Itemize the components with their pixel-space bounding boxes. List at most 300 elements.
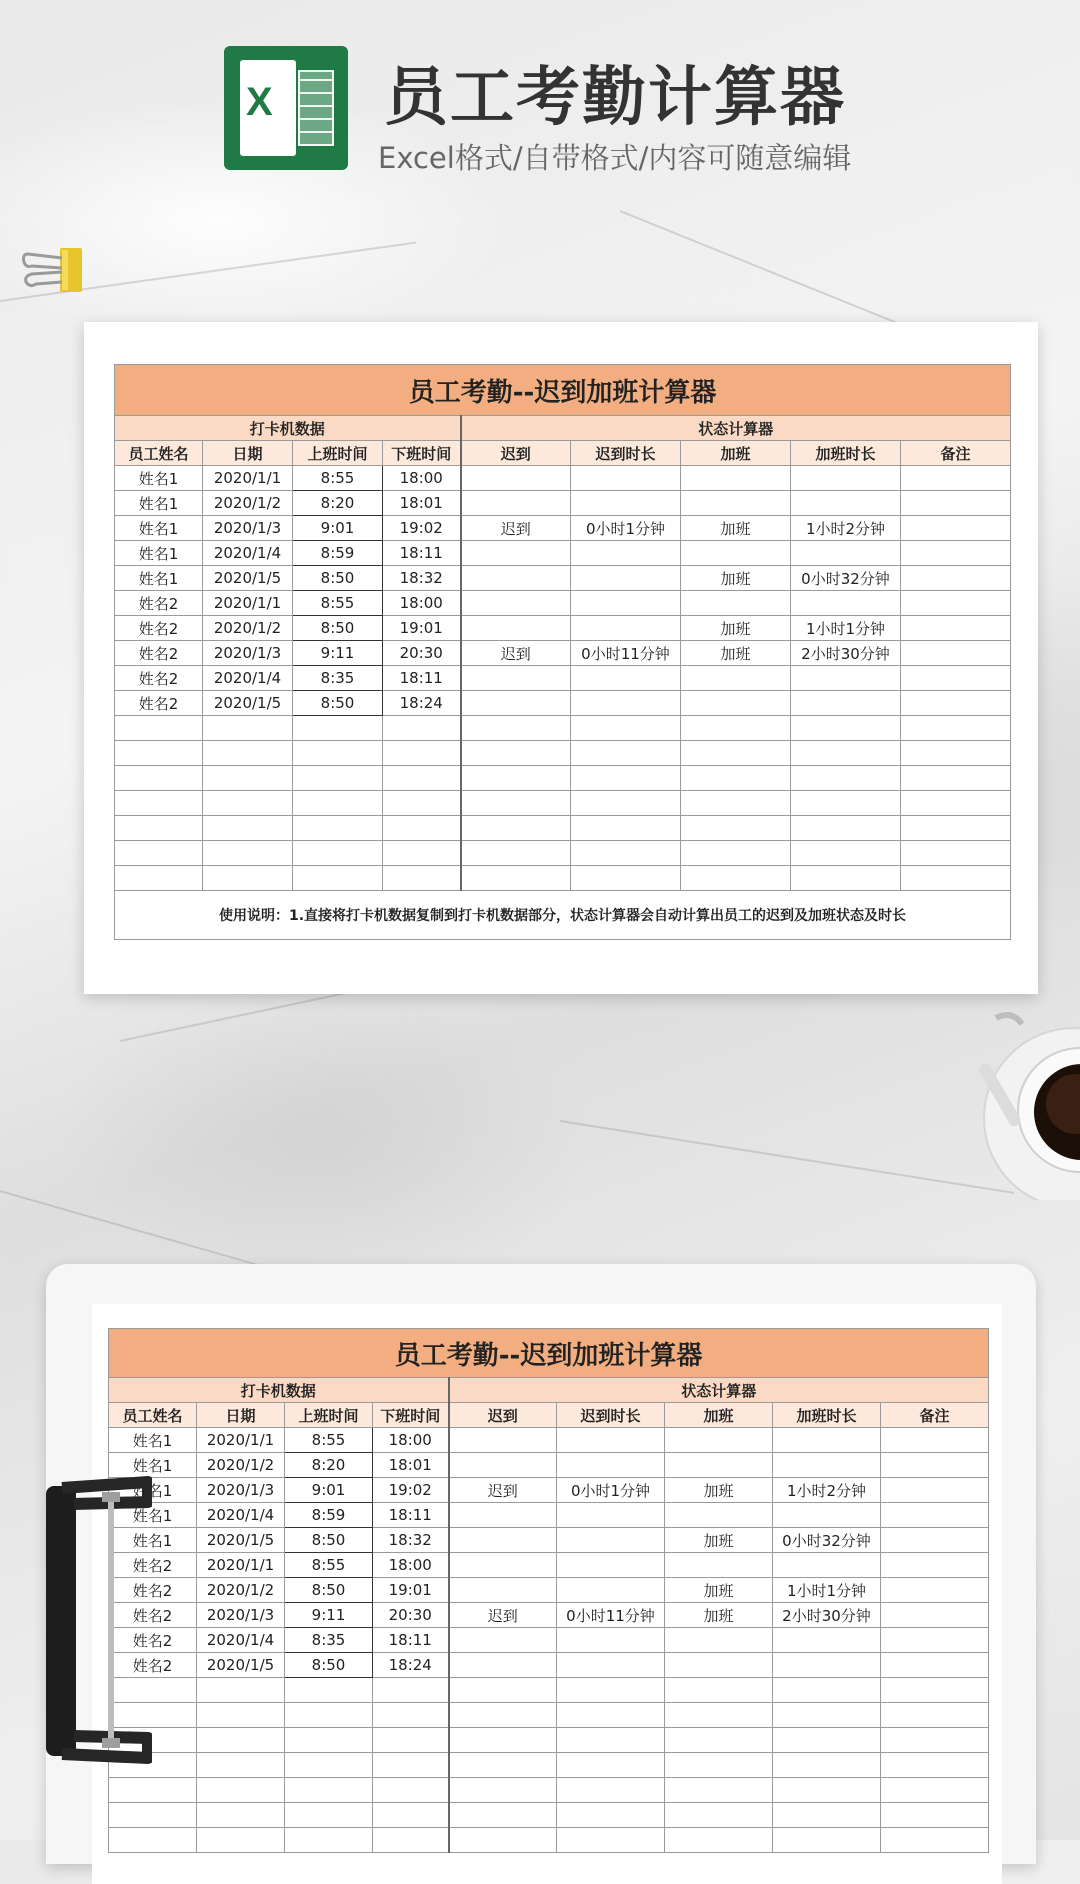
table-cell[interactable] bbox=[571, 466, 681, 491]
table-cell[interactable]: 8:55 bbox=[285, 1553, 373, 1578]
table-cell[interactable] bbox=[791, 491, 901, 516]
table-cell[interactable] bbox=[461, 841, 571, 866]
table-cell[interactable]: 迟到 bbox=[461, 516, 571, 541]
table-cell[interactable]: 2小时30分钟 bbox=[773, 1603, 881, 1628]
table-cell[interactable] bbox=[791, 816, 901, 841]
table-cell[interactable] bbox=[881, 1628, 989, 1653]
table-cell[interactable] bbox=[449, 1753, 557, 1778]
table-cell[interactable]: 18:24 bbox=[373, 1653, 449, 1678]
table-cell[interactable]: 2020/1/4 bbox=[197, 1628, 285, 1653]
table-cell[interactable] bbox=[571, 791, 681, 816]
table-cell[interactable]: 18:00 bbox=[383, 466, 461, 491]
table-cell[interactable] bbox=[571, 741, 681, 766]
table-cell[interactable] bbox=[665, 1553, 773, 1578]
table-cell[interactable] bbox=[203, 791, 293, 816]
table-cell[interactable] bbox=[773, 1628, 881, 1653]
table-cell[interactable] bbox=[665, 1428, 773, 1453]
table-cell[interactable]: 18:11 bbox=[373, 1503, 449, 1528]
table-cell[interactable] bbox=[461, 566, 571, 591]
table-cell[interactable] bbox=[773, 1703, 881, 1728]
table-cell[interactable] bbox=[773, 1453, 881, 1478]
table-cell[interactable] bbox=[461, 541, 571, 566]
table-cell[interactable]: 加班 bbox=[665, 1528, 773, 1553]
table-cell[interactable] bbox=[901, 616, 1011, 641]
table-cell[interactable] bbox=[665, 1653, 773, 1678]
table-cell[interactable] bbox=[571, 766, 681, 791]
table-cell[interactable]: 2020/1/5 bbox=[203, 691, 293, 716]
table-cell[interactable] bbox=[665, 1828, 773, 1853]
table-cell[interactable]: 0小时32分钟 bbox=[773, 1528, 881, 1553]
table-cell[interactable]: 19:02 bbox=[373, 1478, 449, 1503]
table-cell[interactable] bbox=[773, 1653, 881, 1678]
table-cell[interactable] bbox=[383, 716, 461, 741]
table-cell[interactable]: 2020/1/1 bbox=[203, 591, 293, 616]
table-cell[interactable] bbox=[461, 491, 571, 516]
table-cell[interactable] bbox=[881, 1703, 989, 1728]
table-cell[interactable]: 8:50 bbox=[293, 616, 383, 641]
table-cell[interactable]: 8:55 bbox=[285, 1428, 373, 1453]
table-cell[interactable] bbox=[373, 1703, 449, 1728]
table-cell[interactable] bbox=[773, 1503, 881, 1528]
table-cell[interactable] bbox=[571, 716, 681, 741]
table-cell[interactable] bbox=[461, 691, 571, 716]
table-cell[interactable] bbox=[791, 741, 901, 766]
table-cell[interactable] bbox=[791, 666, 901, 691]
table-cell[interactable] bbox=[881, 1678, 989, 1703]
table-cell[interactable] bbox=[791, 691, 901, 716]
table-cell[interactable] bbox=[901, 466, 1011, 491]
table-cell[interactable] bbox=[901, 516, 1011, 541]
table-cell[interactable] bbox=[115, 791, 203, 816]
table-cell[interactable]: 加班 bbox=[681, 641, 791, 666]
table-cell[interactable] bbox=[557, 1678, 665, 1703]
table-cell[interactable] bbox=[203, 841, 293, 866]
table-cell[interactable] bbox=[571, 691, 681, 716]
table-cell[interactable] bbox=[665, 1753, 773, 1778]
table-cell[interactable]: 19:02 bbox=[383, 516, 461, 541]
table-cell[interactable]: 1小时1分钟 bbox=[791, 616, 901, 641]
table-cell[interactable]: 2020/1/1 bbox=[203, 466, 293, 491]
table-cell[interactable]: 加班 bbox=[681, 616, 791, 641]
table-cell[interactable] bbox=[791, 766, 901, 791]
table-cell[interactable] bbox=[571, 541, 681, 566]
table-cell[interactable] bbox=[681, 666, 791, 691]
table-cell[interactable] bbox=[373, 1728, 449, 1753]
table-cell[interactable] bbox=[901, 641, 1011, 666]
table-cell[interactable] bbox=[791, 466, 901, 491]
table-cell[interactable] bbox=[383, 841, 461, 866]
table-cell[interactable]: 8:20 bbox=[285, 1453, 373, 1478]
table-cell[interactable] bbox=[373, 1678, 449, 1703]
table-cell[interactable] bbox=[681, 866, 791, 891]
table-cell[interactable] bbox=[881, 1503, 989, 1528]
table-cell[interactable]: 9:01 bbox=[293, 516, 383, 541]
table-cell[interactable] bbox=[571, 616, 681, 641]
table-cell[interactable]: 18:11 bbox=[373, 1628, 449, 1653]
table-cell[interactable]: 18:11 bbox=[383, 541, 461, 566]
table-cell[interactable]: 姓名1 bbox=[115, 566, 203, 591]
table-cell[interactable] bbox=[449, 1828, 557, 1853]
table-cell[interactable]: 2020/1/4 bbox=[203, 666, 293, 691]
table-cell[interactable] bbox=[557, 1653, 665, 1678]
table-cell[interactable]: 2020/1/3 bbox=[197, 1478, 285, 1503]
table-cell[interactable] bbox=[449, 1453, 557, 1478]
table-cell[interactable] bbox=[293, 866, 383, 891]
table-cell[interactable]: 迟到 bbox=[461, 641, 571, 666]
table-cell[interactable] bbox=[571, 566, 681, 591]
table-cell[interactable]: 2020/1/5 bbox=[197, 1528, 285, 1553]
table-cell[interactable] bbox=[203, 766, 293, 791]
table-cell[interactable] bbox=[449, 1728, 557, 1753]
table-cell[interactable] bbox=[901, 691, 1011, 716]
table-cell[interactable]: 加班 bbox=[665, 1578, 773, 1603]
table-cell[interactable] bbox=[203, 866, 293, 891]
table-cell[interactable] bbox=[285, 1678, 373, 1703]
table-cell[interactable] bbox=[665, 1803, 773, 1828]
table-cell[interactable] bbox=[383, 816, 461, 841]
table-cell[interactable] bbox=[571, 491, 681, 516]
table-cell[interactable]: 0小时11分钟 bbox=[571, 641, 681, 666]
table-cell[interactable] bbox=[461, 791, 571, 816]
table-cell[interactable]: 1小时1分钟 bbox=[773, 1578, 881, 1603]
table-cell[interactable] bbox=[791, 541, 901, 566]
table-cell[interactable] bbox=[901, 541, 1011, 566]
table-cell[interactable]: 姓名1 bbox=[115, 491, 203, 516]
table-cell[interactable] bbox=[681, 491, 791, 516]
table-cell[interactable] bbox=[293, 791, 383, 816]
table-cell[interactable] bbox=[373, 1803, 449, 1828]
table-cell[interactable] bbox=[285, 1703, 373, 1728]
table-cell[interactable] bbox=[881, 1803, 989, 1828]
table-cell[interactable] bbox=[773, 1678, 881, 1703]
table-cell[interactable]: 19:01 bbox=[373, 1578, 449, 1603]
table-cell[interactable] bbox=[449, 1578, 557, 1603]
table-cell[interactable] bbox=[665, 1728, 773, 1753]
table-cell[interactable] bbox=[901, 716, 1011, 741]
table-cell[interactable] bbox=[557, 1728, 665, 1753]
table-cell[interactable] bbox=[773, 1803, 881, 1828]
table-cell[interactable]: 8:55 bbox=[293, 466, 383, 491]
table-cell[interactable]: 加班 bbox=[665, 1478, 773, 1503]
table-cell[interactable] bbox=[115, 766, 203, 791]
table-cell[interactable]: 姓名2 bbox=[109, 1603, 197, 1628]
table-cell[interactable] bbox=[681, 541, 791, 566]
table-cell[interactable] bbox=[665, 1678, 773, 1703]
table-cell[interactable] bbox=[557, 1528, 665, 1553]
table-cell[interactable] bbox=[557, 1753, 665, 1778]
table-cell[interactable] bbox=[557, 1453, 665, 1478]
table-cell[interactable] bbox=[881, 1603, 989, 1628]
table-cell[interactable] bbox=[383, 791, 461, 816]
table-cell[interactable] bbox=[461, 866, 571, 891]
table-cell[interactable] bbox=[293, 816, 383, 841]
table-cell[interactable] bbox=[197, 1778, 285, 1803]
table-cell[interactable] bbox=[791, 841, 901, 866]
table-cell[interactable]: 姓名1 bbox=[109, 1453, 197, 1478]
table-cell[interactable]: 2020/1/2 bbox=[203, 616, 293, 641]
table-cell[interactable] bbox=[773, 1753, 881, 1778]
table-cell[interactable] bbox=[197, 1703, 285, 1728]
table-cell[interactable] bbox=[197, 1828, 285, 1853]
table-cell[interactable] bbox=[881, 1753, 989, 1778]
table-cell[interactable] bbox=[449, 1653, 557, 1678]
table-cell[interactable]: 8:35 bbox=[293, 666, 383, 691]
table-cell[interactable] bbox=[293, 741, 383, 766]
table-cell[interactable]: 姓名1 bbox=[109, 1503, 197, 1528]
table-cell[interactable] bbox=[461, 666, 571, 691]
table-cell[interactable] bbox=[571, 866, 681, 891]
table-cell[interactable]: 姓名2 bbox=[115, 591, 203, 616]
table-cell[interactable]: 加班 bbox=[681, 566, 791, 591]
table-cell[interactable]: 20:30 bbox=[373, 1603, 449, 1628]
table-cell[interactable]: 18:00 bbox=[373, 1553, 449, 1578]
table-cell[interactable] bbox=[681, 691, 791, 716]
table-cell[interactable]: 9:11 bbox=[293, 641, 383, 666]
table-cell[interactable]: 0小时1分钟 bbox=[557, 1478, 665, 1503]
table-cell[interactable]: 姓名1 bbox=[109, 1528, 197, 1553]
table-cell[interactable] bbox=[681, 791, 791, 816]
table-cell[interactable]: 18:00 bbox=[373, 1428, 449, 1453]
table-cell[interactable] bbox=[109, 1828, 197, 1853]
table-cell[interactable] bbox=[571, 591, 681, 616]
table-cell[interactable] bbox=[285, 1778, 373, 1803]
table-cell[interactable] bbox=[571, 816, 681, 841]
table-cell[interactable] bbox=[461, 816, 571, 841]
table-cell[interactable] bbox=[881, 1478, 989, 1503]
table-cell[interactable] bbox=[557, 1503, 665, 1528]
table-cell[interactable] bbox=[383, 766, 461, 791]
table-cell[interactable]: 2020/1/3 bbox=[197, 1603, 285, 1628]
table-cell[interactable] bbox=[901, 741, 1011, 766]
table-cell[interactable] bbox=[901, 841, 1011, 866]
table-cell[interactable]: 2020/1/2 bbox=[197, 1578, 285, 1603]
table-cell[interactable] bbox=[773, 1778, 881, 1803]
table-cell[interactable] bbox=[901, 816, 1011, 841]
table-cell[interactable] bbox=[901, 591, 1011, 616]
table-cell[interactable]: 8:59 bbox=[293, 541, 383, 566]
table-cell[interactable] bbox=[373, 1828, 449, 1853]
table-cell[interactable]: 姓名2 bbox=[115, 616, 203, 641]
table-cell[interactable] bbox=[571, 666, 681, 691]
table-cell[interactable] bbox=[373, 1778, 449, 1803]
table-cell[interactable]: 1小时2分钟 bbox=[773, 1478, 881, 1503]
table-cell[interactable]: 8:50 bbox=[293, 691, 383, 716]
table-cell[interactable] bbox=[557, 1803, 665, 1828]
table-cell[interactable]: 2020/1/3 bbox=[203, 516, 293, 541]
table-cell[interactable]: 加班 bbox=[665, 1603, 773, 1628]
table-cell[interactable]: 8:59 bbox=[285, 1503, 373, 1528]
table-cell[interactable] bbox=[109, 1803, 197, 1828]
table-cell[interactable]: 姓名2 bbox=[115, 666, 203, 691]
table-cell[interactable] bbox=[449, 1428, 557, 1453]
table-cell[interactable] bbox=[461, 616, 571, 641]
table-cell[interactable] bbox=[901, 866, 1011, 891]
table-cell[interactable] bbox=[461, 466, 571, 491]
table-cell[interactable] bbox=[681, 766, 791, 791]
table-cell[interactable]: 0小时1分钟 bbox=[571, 516, 681, 541]
table-cell[interactable] bbox=[881, 1728, 989, 1753]
table-cell[interactable] bbox=[881, 1828, 989, 1853]
table-cell[interactable] bbox=[449, 1528, 557, 1553]
table-cell[interactable] bbox=[461, 766, 571, 791]
table-cell[interactable] bbox=[681, 816, 791, 841]
table-cell[interactable]: 姓名1 bbox=[115, 516, 203, 541]
table-cell[interactable] bbox=[293, 716, 383, 741]
table-cell[interactable] bbox=[791, 791, 901, 816]
table-cell[interactable] bbox=[681, 741, 791, 766]
table-cell[interactable] bbox=[901, 666, 1011, 691]
table-cell[interactable] bbox=[881, 1428, 989, 1453]
table-cell[interactable] bbox=[449, 1803, 557, 1828]
table-cell[interactable] bbox=[293, 766, 383, 791]
table-cell[interactable] bbox=[665, 1778, 773, 1803]
table-cell[interactable]: 迟到 bbox=[449, 1478, 557, 1503]
table-cell[interactable] bbox=[881, 1453, 989, 1478]
table-cell[interactable] bbox=[383, 741, 461, 766]
table-cell[interactable]: 姓名1 bbox=[115, 541, 203, 566]
table-cell[interactable]: 姓名2 bbox=[109, 1553, 197, 1578]
table-cell[interactable] bbox=[557, 1578, 665, 1603]
table-cell[interactable] bbox=[665, 1453, 773, 1478]
table-cell[interactable]: 姓名2 bbox=[109, 1653, 197, 1678]
table-cell[interactable] bbox=[773, 1828, 881, 1853]
table-cell[interactable]: 18:24 bbox=[383, 691, 461, 716]
table-cell[interactable] bbox=[557, 1628, 665, 1653]
table-cell[interactable] bbox=[881, 1528, 989, 1553]
table-cell[interactable]: 18:11 bbox=[383, 666, 461, 691]
table-cell[interactable] bbox=[461, 741, 571, 766]
table-cell[interactable] bbox=[109, 1778, 197, 1803]
table-cell[interactable] bbox=[197, 1753, 285, 1778]
table-cell[interactable]: 19:01 bbox=[383, 616, 461, 641]
table-cell[interactable] bbox=[115, 841, 203, 866]
table-cell[interactable]: 18:32 bbox=[373, 1528, 449, 1553]
table-cell[interactable]: 2020/1/2 bbox=[197, 1453, 285, 1478]
table-cell[interactable] bbox=[197, 1728, 285, 1753]
table-cell[interactable] bbox=[681, 591, 791, 616]
table-cell[interactable] bbox=[557, 1553, 665, 1578]
table-cell[interactable] bbox=[901, 566, 1011, 591]
table-cell[interactable] bbox=[881, 1578, 989, 1603]
table-cell[interactable]: 姓名2 bbox=[115, 641, 203, 666]
table-cell[interactable] bbox=[881, 1553, 989, 1578]
table-cell[interactable] bbox=[901, 766, 1011, 791]
table-cell[interactable]: 8:50 bbox=[285, 1653, 373, 1678]
table-cell[interactable] bbox=[881, 1778, 989, 1803]
table-cell[interactable]: 2020/1/1 bbox=[197, 1553, 285, 1578]
table-cell[interactable] bbox=[449, 1503, 557, 1528]
table-cell[interactable] bbox=[681, 716, 791, 741]
table-cell[interactable] bbox=[449, 1778, 557, 1803]
table-cell[interactable]: 18:00 bbox=[383, 591, 461, 616]
table-cell[interactable] bbox=[373, 1753, 449, 1778]
table-cell[interactable] bbox=[557, 1703, 665, 1728]
table-cell[interactable]: 9:11 bbox=[285, 1603, 373, 1628]
table-cell[interactable]: 8:50 bbox=[293, 566, 383, 591]
table-cell[interactable] bbox=[449, 1678, 557, 1703]
table-cell[interactable]: 2020/1/3 bbox=[203, 641, 293, 666]
table-cell[interactable]: 0小时32分钟 bbox=[791, 566, 901, 591]
table-cell[interactable] bbox=[383, 866, 461, 891]
table-cell[interactable] bbox=[881, 1653, 989, 1678]
table-cell[interactable] bbox=[557, 1428, 665, 1453]
table-cell[interactable]: 姓名2 bbox=[109, 1578, 197, 1603]
table-cell[interactable] bbox=[773, 1728, 881, 1753]
table-cell[interactable] bbox=[115, 716, 203, 741]
table-cell[interactable]: 加班 bbox=[681, 516, 791, 541]
table-cell[interactable]: 2020/1/2 bbox=[203, 491, 293, 516]
table-cell[interactable]: 姓名2 bbox=[115, 691, 203, 716]
table-cell[interactable] bbox=[293, 841, 383, 866]
table-cell[interactable] bbox=[773, 1428, 881, 1453]
table-cell[interactable] bbox=[773, 1553, 881, 1578]
table-cell[interactable] bbox=[681, 466, 791, 491]
table-cell[interactable] bbox=[285, 1753, 373, 1778]
table-cell[interactable] bbox=[557, 1828, 665, 1853]
table-cell[interactable] bbox=[791, 866, 901, 891]
table-cell[interactable] bbox=[203, 741, 293, 766]
table-cell[interactable] bbox=[285, 1728, 373, 1753]
table-cell[interactable] bbox=[449, 1628, 557, 1653]
table-cell[interactable]: 8:50 bbox=[285, 1528, 373, 1553]
table-cell[interactable]: 姓名1 bbox=[109, 1428, 197, 1453]
table-cell[interactable] bbox=[197, 1678, 285, 1703]
table-cell[interactable]: 8:50 bbox=[285, 1578, 373, 1603]
table-cell[interactable]: 2020/1/4 bbox=[197, 1503, 285, 1528]
table-cell[interactable] bbox=[203, 816, 293, 841]
table-cell[interactable] bbox=[115, 866, 203, 891]
table-cell[interactable] bbox=[449, 1703, 557, 1728]
table-cell[interactable] bbox=[681, 841, 791, 866]
table-cell[interactable] bbox=[461, 591, 571, 616]
table-cell[interactable] bbox=[203, 716, 293, 741]
table-cell[interactable]: 2020/1/5 bbox=[197, 1653, 285, 1678]
table-cell[interactable]: 2020/1/5 bbox=[203, 566, 293, 591]
table-cell[interactable]: 2020/1/4 bbox=[203, 541, 293, 566]
table-cell[interactable] bbox=[791, 591, 901, 616]
table-cell[interactable] bbox=[571, 841, 681, 866]
table-cell[interactable]: 18:01 bbox=[383, 491, 461, 516]
table-cell[interactable]: 9:01 bbox=[285, 1478, 373, 1503]
table-cell[interactable] bbox=[115, 816, 203, 841]
table-cell[interactable] bbox=[665, 1703, 773, 1728]
table-cell[interactable] bbox=[665, 1628, 773, 1653]
table-cell[interactable]: 0小时11分钟 bbox=[557, 1603, 665, 1628]
table-cell[interactable] bbox=[557, 1778, 665, 1803]
table-cell[interactable]: 1小时2分钟 bbox=[791, 516, 901, 541]
table-cell[interactable]: 8:20 bbox=[293, 491, 383, 516]
table-cell[interactable] bbox=[449, 1553, 557, 1578]
table-cell[interactable]: 姓名1 bbox=[115, 466, 203, 491]
table-cell[interactable]: 迟到 bbox=[449, 1603, 557, 1628]
table-cell[interactable]: 姓名2 bbox=[109, 1628, 197, 1653]
table-cell[interactable] bbox=[901, 491, 1011, 516]
table-cell[interactable]: 18:01 bbox=[373, 1453, 449, 1478]
table-cell[interactable] bbox=[115, 741, 203, 766]
table-cell[interactable] bbox=[791, 716, 901, 741]
table-cell[interactable]: 8:35 bbox=[285, 1628, 373, 1653]
table-cell[interactable] bbox=[285, 1828, 373, 1853]
table-cell[interactable] bbox=[197, 1803, 285, 1828]
table-cell[interactable] bbox=[285, 1803, 373, 1828]
table-cell[interactable]: 8:55 bbox=[293, 591, 383, 616]
table-cell[interactable]: 20:30 bbox=[383, 641, 461, 666]
table-cell[interactable] bbox=[901, 791, 1011, 816]
table-cell[interactable]: 2小时30分钟 bbox=[791, 641, 901, 666]
table-cell[interactable]: 18:32 bbox=[383, 566, 461, 591]
table-cell[interactable] bbox=[461, 716, 571, 741]
table-cell[interactable] bbox=[665, 1503, 773, 1528]
